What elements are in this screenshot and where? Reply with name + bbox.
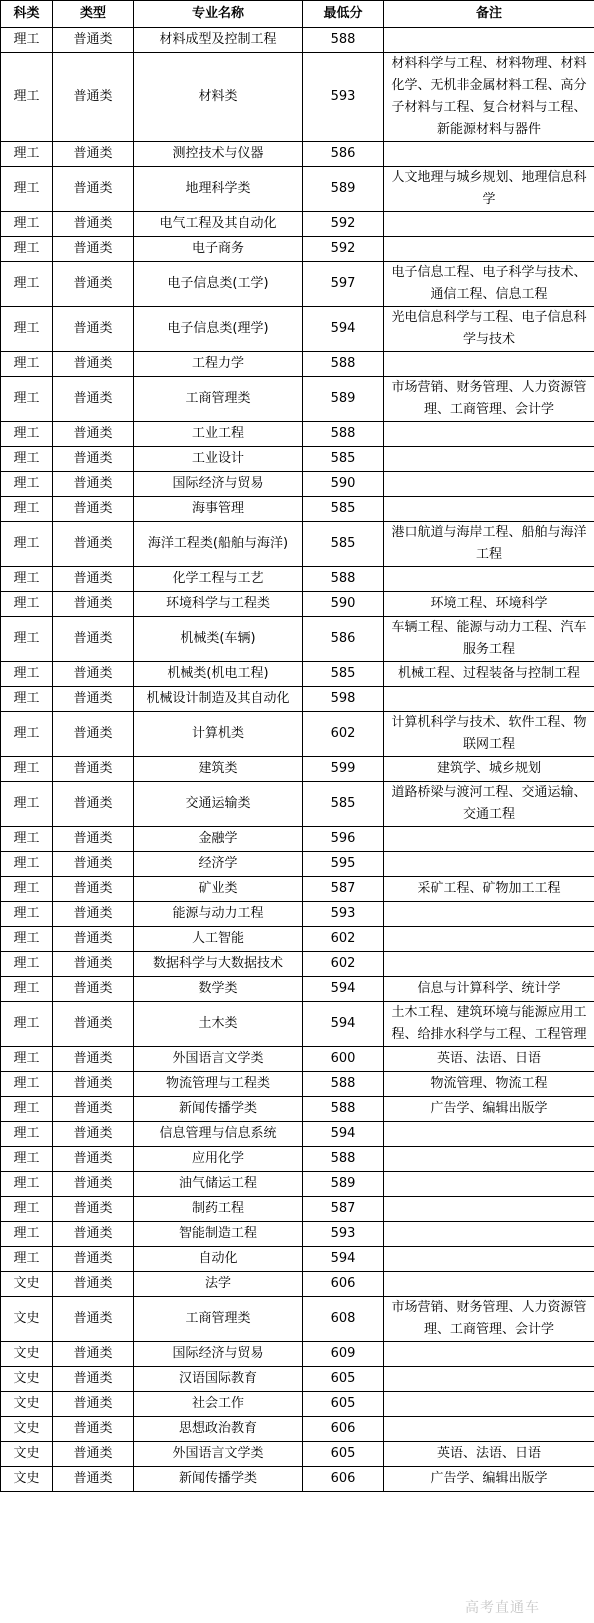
cell-min-score: 588 xyxy=(303,1072,384,1097)
table-row xyxy=(1,567,594,592)
cell-category: 文史 xyxy=(1,1392,53,1417)
cell-min-score: 605 xyxy=(303,1442,384,1467)
cell-type: 普通类 xyxy=(53,1442,134,1467)
cell-category: 文史 xyxy=(1,1342,53,1367)
cell-major-name: 信息管理与信息系统 xyxy=(134,1122,303,1147)
table-row xyxy=(1,1002,594,1047)
cell-notes: 广告学、编辑出版学 xyxy=(384,1467,594,1492)
cell-min-score: 588 xyxy=(303,567,384,592)
cell-min-score: 589 xyxy=(303,377,384,422)
cell-min-score: 605 xyxy=(303,1392,384,1417)
cell-major-name: 外国语言文学类 xyxy=(134,1442,303,1467)
cell-notes xyxy=(384,902,594,927)
cell-type: 普通类 xyxy=(53,592,134,617)
cell-category: 理工 xyxy=(1,1147,53,1172)
table-row xyxy=(1,522,594,567)
cell-type: 普通类 xyxy=(53,757,134,782)
table-row xyxy=(1,352,594,377)
table-row xyxy=(1,1122,594,1147)
cell-notes xyxy=(384,952,594,977)
cell-min-score: 598 xyxy=(303,687,384,712)
cell-major-name: 社会工作 xyxy=(134,1392,303,1417)
cell-category: 理工 xyxy=(1,1222,53,1247)
cell-major-name: 工业设计 xyxy=(134,447,303,472)
cell-major-name: 工业工程 xyxy=(134,422,303,447)
cell-type: 普通类 xyxy=(53,662,134,687)
cell-category: 理工 xyxy=(1,782,53,827)
cell-category: 理工 xyxy=(1,977,53,1002)
cell-min-score: 596 xyxy=(303,827,384,852)
cell-min-score: 588 xyxy=(303,28,384,53)
cell-notes: 建筑学、城乡规划 xyxy=(384,757,594,782)
cell-type: 普通类 xyxy=(53,827,134,852)
cell-category: 文史 xyxy=(1,1442,53,1467)
cell-category: 理工 xyxy=(1,237,53,262)
table-row xyxy=(1,237,594,262)
cell-major-name: 新闻传播学类 xyxy=(134,1097,303,1122)
cell-major-name: 海事管理 xyxy=(134,497,303,522)
cell-type: 普通类 xyxy=(53,1467,134,1492)
cell-category: 理工 xyxy=(1,1097,53,1122)
table-row xyxy=(1,1247,594,1272)
cell-notes xyxy=(384,447,594,472)
cell-type: 普通类 xyxy=(53,497,134,522)
cell-category: 理工 xyxy=(1,1072,53,1097)
table-row xyxy=(1,497,594,522)
cell-notes: 信息与计算科学、统计学 xyxy=(384,977,594,1002)
cell-major-name: 自动化 xyxy=(134,1247,303,1272)
table-row xyxy=(1,447,594,472)
cell-min-score: 592 xyxy=(303,237,384,262)
cell-category: 文史 xyxy=(1,1272,53,1297)
table-row xyxy=(1,1442,594,1467)
cell-min-score: 588 xyxy=(303,352,384,377)
cell-category: 理工 xyxy=(1,1047,53,1072)
cell-major-name: 制药工程 xyxy=(134,1197,303,1222)
cell-category: 理工 xyxy=(1,472,53,497)
cell-category: 理工 xyxy=(1,1002,53,1047)
cell-notes: 电子信息工程、电子科学与技术、通信工程、信息工程 xyxy=(384,262,594,307)
cell-notes: 环境工程、环境科学 xyxy=(384,592,594,617)
cell-min-score: 595 xyxy=(303,852,384,877)
cell-type: 普通类 xyxy=(53,447,134,472)
table-row xyxy=(1,472,594,497)
cell-type: 普通类 xyxy=(53,902,134,927)
table-row xyxy=(1,377,594,422)
cell-major-name: 数据科学与大数据技术 xyxy=(134,952,303,977)
header-min-score: 最低分 xyxy=(303,1,384,28)
header-category: 科类 xyxy=(1,1,53,28)
cell-category: 理工 xyxy=(1,522,53,567)
cell-notes xyxy=(384,1222,594,1247)
table-row xyxy=(1,712,594,757)
cell-notes xyxy=(384,497,594,522)
cell-min-score: 606 xyxy=(303,1417,384,1442)
cell-min-score: 588 xyxy=(303,1097,384,1122)
cell-min-score: 609 xyxy=(303,1342,384,1367)
cell-major-name: 法学 xyxy=(134,1272,303,1297)
cell-min-score: 600 xyxy=(303,1047,384,1072)
cell-min-score: 594 xyxy=(303,1247,384,1272)
cell-type: 普通类 xyxy=(53,617,134,662)
cell-major-name: 矿业类 xyxy=(134,877,303,902)
table-row xyxy=(1,877,594,902)
cell-type: 普通类 xyxy=(53,1172,134,1197)
cell-major-name: 机械类(机电工程) xyxy=(134,662,303,687)
header-notes: 备注 xyxy=(384,1,594,28)
cell-category: 文史 xyxy=(1,1367,53,1392)
table-row xyxy=(1,977,594,1002)
cell-notes: 土木工程、建筑环境与能源应用工程、给排水科学与工程、工程管理 xyxy=(384,1002,594,1047)
cell-min-score: 589 xyxy=(303,1172,384,1197)
cell-category: 理工 xyxy=(1,212,53,237)
cell-min-score: 589 xyxy=(303,167,384,212)
cell-type: 普通类 xyxy=(53,712,134,757)
cell-notes xyxy=(384,1247,594,1272)
header-major-name: 专业名称 xyxy=(134,1,303,28)
cell-category: 理工 xyxy=(1,852,53,877)
table-row xyxy=(1,1172,594,1197)
cell-category: 理工 xyxy=(1,952,53,977)
cell-major-name: 交通运输类 xyxy=(134,782,303,827)
table-row xyxy=(1,307,594,352)
cell-major-name: 国际经济与贸易 xyxy=(134,1342,303,1367)
cell-type: 普通类 xyxy=(53,237,134,262)
cell-category: 理工 xyxy=(1,902,53,927)
cell-min-score: 587 xyxy=(303,1197,384,1222)
cell-type: 普通类 xyxy=(53,782,134,827)
cell-min-score: 588 xyxy=(303,422,384,447)
cell-min-score: 587 xyxy=(303,877,384,902)
cell-category: 理工 xyxy=(1,1122,53,1147)
cell-min-score: 597 xyxy=(303,262,384,307)
cell-type: 普通类 xyxy=(53,212,134,237)
cell-category: 理工 xyxy=(1,592,53,617)
cell-category: 理工 xyxy=(1,877,53,902)
cell-notes xyxy=(384,472,594,497)
cell-type: 普通类 xyxy=(53,1222,134,1247)
cell-category: 理工 xyxy=(1,687,53,712)
table-row xyxy=(1,1467,594,1492)
cell-major-name: 海洋工程类(船舶与海洋) xyxy=(134,522,303,567)
cell-type: 普通类 xyxy=(53,1417,134,1442)
cell-type: 普通类 xyxy=(53,687,134,712)
table-row xyxy=(1,1392,594,1417)
cell-type: 普通类 xyxy=(53,142,134,167)
cell-min-score: 593 xyxy=(303,1222,384,1247)
cell-notes xyxy=(384,1147,594,1172)
cell-min-score: 586 xyxy=(303,617,384,662)
cell-category: 理工 xyxy=(1,497,53,522)
table-row xyxy=(1,592,594,617)
table-row xyxy=(1,1047,594,1072)
cell-notes: 道路桥梁与渡河工程、交通运输、交通工程 xyxy=(384,782,594,827)
cell-category: 理工 xyxy=(1,142,53,167)
cell-type: 普通类 xyxy=(53,422,134,447)
cell-type: 普通类 xyxy=(53,1122,134,1147)
cell-major-name: 国际经济与贸易 xyxy=(134,472,303,497)
table-row xyxy=(1,687,594,712)
cell-major-name: 地理科学类 xyxy=(134,167,303,212)
cell-notes xyxy=(384,422,594,447)
cell-notes: 港口航道与海岸工程、船舶与海洋工程 xyxy=(384,522,594,567)
cell-major-name: 新闻传播学类 xyxy=(134,1467,303,1492)
cell-major-name: 电子商务 xyxy=(134,237,303,262)
table-row xyxy=(1,927,594,952)
cell-min-score: 590 xyxy=(303,592,384,617)
table-row xyxy=(1,1342,594,1367)
cell-major-name: 数学类 xyxy=(134,977,303,1002)
table-row xyxy=(1,28,594,53)
cell-notes: 材料科学与工程、材料物理、材料化学、无机非金属材料工程、高分子材料与工程、复合材料与工程、新能源材料与器件 xyxy=(384,53,594,142)
cell-type: 普通类 xyxy=(53,1247,134,1272)
cell-min-score: 602 xyxy=(303,927,384,952)
table-row xyxy=(1,167,594,212)
cell-notes xyxy=(384,827,594,852)
cell-category: 理工 xyxy=(1,447,53,472)
cell-major-name: 计算机类 xyxy=(134,712,303,757)
cell-type: 普通类 xyxy=(53,952,134,977)
cell-type: 普通类 xyxy=(53,1097,134,1122)
cell-type: 普通类 xyxy=(53,1392,134,1417)
cell-category: 理工 xyxy=(1,1247,53,1272)
cell-major-name: 经济学 xyxy=(134,852,303,877)
cell-major-name: 汉语国际教育 xyxy=(134,1367,303,1392)
cell-major-name: 电气工程及其自动化 xyxy=(134,212,303,237)
cell-major-name: 智能制造工程 xyxy=(134,1222,303,1247)
cell-notes: 采矿工程、矿物加工工程 xyxy=(384,877,594,902)
cell-notes xyxy=(384,1122,594,1147)
cell-min-score: 585 xyxy=(303,447,384,472)
table-row xyxy=(1,53,594,142)
cell-category: 理工 xyxy=(1,662,53,687)
cell-notes: 英语、法语、日语 xyxy=(384,1047,594,1072)
table-row xyxy=(1,662,594,687)
cell-type: 普通类 xyxy=(53,877,134,902)
cell-category: 理工 xyxy=(1,53,53,142)
table-body xyxy=(1,28,594,1492)
cell-type: 普通类 xyxy=(53,28,134,53)
cell-min-score: 585 xyxy=(303,522,384,567)
cell-major-name: 机械类(车辆) xyxy=(134,617,303,662)
cell-category: 文史 xyxy=(1,1467,53,1492)
table-row xyxy=(1,212,594,237)
cell-notes: 人文地理与城乡规划、地理信息科学 xyxy=(384,167,594,212)
table-row xyxy=(1,1367,594,1392)
cell-major-name: 能源与动力工程 xyxy=(134,902,303,927)
cell-major-name: 电子信息类(工学) xyxy=(134,262,303,307)
cell-major-name: 人工智能 xyxy=(134,927,303,952)
cell-category: 理工 xyxy=(1,262,53,307)
cell-major-name: 油气储运工程 xyxy=(134,1172,303,1197)
cell-type: 普通类 xyxy=(53,1197,134,1222)
table-row xyxy=(1,952,594,977)
cell-major-name: 思想政治教育 xyxy=(134,1417,303,1442)
table-row xyxy=(1,617,594,662)
table-row xyxy=(1,757,594,782)
cell-notes xyxy=(384,142,594,167)
cell-category: 理工 xyxy=(1,1172,53,1197)
cell-major-name: 工程力学 xyxy=(134,352,303,377)
cell-category: 理工 xyxy=(1,422,53,447)
table-row xyxy=(1,262,594,307)
cell-min-score: 602 xyxy=(303,712,384,757)
cell-major-name: 机械设计制造及其自动化 xyxy=(134,687,303,712)
cell-category: 理工 xyxy=(1,757,53,782)
cell-type: 普通类 xyxy=(53,1297,134,1342)
cell-major-name: 环境科学与工程类 xyxy=(134,592,303,617)
cell-type: 普通类 xyxy=(53,1367,134,1392)
table-header-row xyxy=(1,1,594,28)
cell-type: 普通类 xyxy=(53,1002,134,1047)
cell-category: 理工 xyxy=(1,927,53,952)
cell-notes xyxy=(384,1172,594,1197)
cell-major-name: 材料成型及控制工程 xyxy=(134,28,303,53)
cell-category: 理工 xyxy=(1,827,53,852)
table-row xyxy=(1,1097,594,1122)
cell-type: 普通类 xyxy=(53,53,134,142)
table-row xyxy=(1,1297,594,1342)
cell-type: 普通类 xyxy=(53,1047,134,1072)
cell-min-score: 594 xyxy=(303,1122,384,1147)
cell-type: 普通类 xyxy=(53,1272,134,1297)
cell-min-score: 608 xyxy=(303,1297,384,1342)
cell-min-score: 606 xyxy=(303,1272,384,1297)
cell-major-name: 材料类 xyxy=(134,53,303,142)
table-row xyxy=(1,142,594,167)
cell-major-name: 工商管理类 xyxy=(134,1297,303,1342)
cell-type: 普通类 xyxy=(53,1342,134,1367)
cell-type: 普通类 xyxy=(53,852,134,877)
cell-notes: 市场营销、财务管理、人力资源管理、工商管理、会计学 xyxy=(384,1297,594,1342)
cell-type: 普通类 xyxy=(53,352,134,377)
cell-min-score: 594 xyxy=(303,977,384,1002)
cell-major-name: 电子信息类(理学) xyxy=(134,307,303,352)
cell-notes: 车辆工程、能源与动力工程、汽车服务工程 xyxy=(384,617,594,662)
table-row xyxy=(1,422,594,447)
cell-min-score: 602 xyxy=(303,952,384,977)
cell-major-name: 应用化学 xyxy=(134,1147,303,1172)
cell-major-name: 化学工程与工艺 xyxy=(134,567,303,592)
cell-min-score: 585 xyxy=(303,497,384,522)
cell-notes: 光电信息科学与工程、电子信息科学与技术 xyxy=(384,307,594,352)
cell-notes xyxy=(384,237,594,262)
table-row xyxy=(1,1147,594,1172)
cell-min-score: 594 xyxy=(303,1002,384,1047)
cell-notes xyxy=(384,1272,594,1297)
header-type: 类型 xyxy=(53,1,134,28)
cell-type: 普通类 xyxy=(53,927,134,952)
cell-min-score: 599 xyxy=(303,757,384,782)
cell-notes xyxy=(384,1417,594,1442)
cell-type: 普通类 xyxy=(53,1072,134,1097)
cell-type: 普通类 xyxy=(53,522,134,567)
cell-major-name: 外国语言文学类 xyxy=(134,1047,303,1072)
cell-min-score: 593 xyxy=(303,53,384,142)
cell-min-score: 585 xyxy=(303,662,384,687)
cell-min-score: 594 xyxy=(303,307,384,352)
cell-min-score: 592 xyxy=(303,212,384,237)
cell-notes xyxy=(384,1197,594,1222)
cell-min-score: 590 xyxy=(303,472,384,497)
cell-type: 普通类 xyxy=(53,307,134,352)
watermark: 高考直通车 xyxy=(465,1600,540,1616)
cell-min-score: 586 xyxy=(303,142,384,167)
cell-notes: 市场营销、财务管理、人力资源管理、工商管理、会计学 xyxy=(384,377,594,422)
cell-min-score: 605 xyxy=(303,1367,384,1392)
cell-category: 理工 xyxy=(1,1197,53,1222)
cell-major-name: 金融学 xyxy=(134,827,303,852)
cell-notes xyxy=(384,352,594,377)
cell-type: 普通类 xyxy=(53,377,134,422)
cell-major-name: 物流管理与工程类 xyxy=(134,1072,303,1097)
cell-major-name: 土木类 xyxy=(134,1002,303,1047)
cell-type: 普通类 xyxy=(53,472,134,497)
cell-notes xyxy=(384,567,594,592)
cell-min-score: 593 xyxy=(303,902,384,927)
table-row xyxy=(1,1417,594,1442)
cell-notes xyxy=(384,212,594,237)
cell-type: 普通类 xyxy=(53,262,134,307)
cell-notes xyxy=(384,927,594,952)
cell-notes: 计算机科学与技术、软件工程、物联网工程 xyxy=(384,712,594,757)
cell-category: 理工 xyxy=(1,712,53,757)
cell-notes xyxy=(384,1367,594,1392)
cell-type: 普通类 xyxy=(53,1147,134,1172)
cell-notes: 广告学、编辑出版学 xyxy=(384,1097,594,1122)
cell-min-score: 606 xyxy=(303,1467,384,1492)
cell-type: 普通类 xyxy=(53,167,134,212)
cell-category: 文史 xyxy=(1,1417,53,1442)
cell-category: 理工 xyxy=(1,377,53,422)
cell-major-name: 建筑类 xyxy=(134,757,303,782)
cell-notes: 英语、法语、日语 xyxy=(384,1442,594,1467)
cell-category: 理工 xyxy=(1,307,53,352)
cell-min-score: 588 xyxy=(303,1147,384,1172)
cell-category: 理工 xyxy=(1,28,53,53)
cell-major-name: 测控技术与仪器 xyxy=(134,142,303,167)
cell-type: 普通类 xyxy=(53,567,134,592)
cell-category: 理工 xyxy=(1,567,53,592)
table-row xyxy=(1,902,594,927)
cell-category: 理工 xyxy=(1,167,53,212)
table-row xyxy=(1,852,594,877)
cell-major-name: 工商管理类 xyxy=(134,377,303,422)
cell-type: 普通类 xyxy=(53,977,134,1002)
cell-notes: 机械工程、过程装备与控制工程 xyxy=(384,662,594,687)
cell-notes xyxy=(384,1342,594,1367)
table-row xyxy=(1,1222,594,1247)
table-row xyxy=(1,827,594,852)
cell-min-score: 585 xyxy=(303,782,384,827)
cell-notes: 物流管理、物流工程 xyxy=(384,1072,594,1097)
cell-category: 理工 xyxy=(1,617,53,662)
cell-notes xyxy=(384,28,594,53)
cell-notes xyxy=(384,852,594,877)
table-row xyxy=(1,1072,594,1097)
cell-notes xyxy=(384,687,594,712)
cell-category: 文史 xyxy=(1,1297,53,1342)
table-row xyxy=(1,782,594,827)
table-row xyxy=(1,1197,594,1222)
cell-notes xyxy=(384,1392,594,1417)
table-row xyxy=(1,1272,594,1297)
cell-category: 理工 xyxy=(1,352,53,377)
